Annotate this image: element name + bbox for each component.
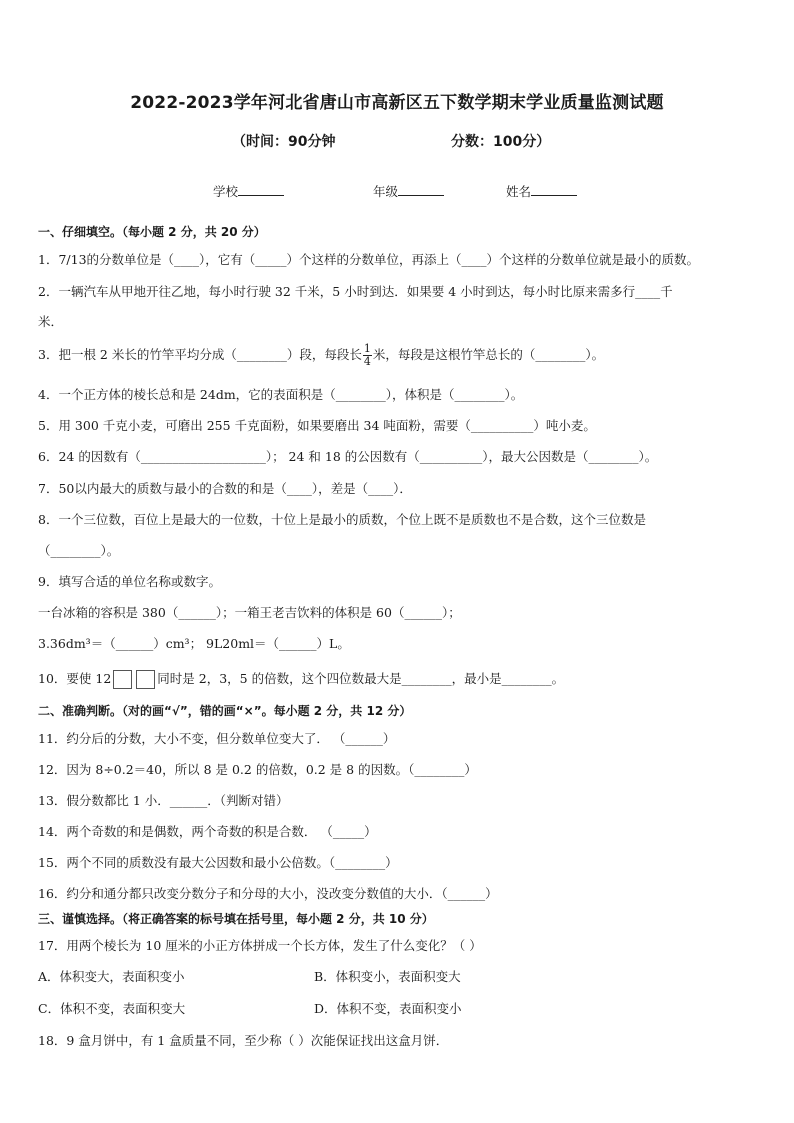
- name-field: [506, 182, 577, 200]
- question-11: 11．约分后的分数，大小不变，但分数单位变大了． （______）: [38, 731, 396, 746]
- section-2-heading: 二、准确判断。（对的画“√”，错的画“×”。每小题 2 分，共 12 分）: [38, 704, 412, 718]
- question-4: 4．一个正方体的棱长总和是 24dm，它的表面积是（________），体积是（________）。: [38, 387, 524, 402]
- question-14: 14．两个奇数的和是偶数，两个奇数的积是合数． （_____）: [38, 824, 377, 839]
- digit-box[interactable]: [136, 670, 155, 689]
- question-10: [38, 669, 564, 689]
- name-label: 姓名: [506, 184, 532, 199]
- question-12: 12．因为 8÷0.2＝40，所以 8 是 0.2 的倍数，0.2 是 8 的因数。（________）: [38, 762, 477, 777]
- grade-label: 年级: [373, 184, 399, 199]
- exam-score: 分数：100分）: [451, 134, 551, 150]
- question-6: 6．24 的因数有（____________________）； 24 和 18 的公因数有（__________），最大公因数是（________）。: [38, 449, 658, 464]
- question-16: 16．约分和通分都只改变分数分子和分母的大小，没改变分数值的大小．（______）: [38, 886, 498, 901]
- question-3-part-1: 3．把一根 2 米长的竹竿平均分成（________）段，每段长: [38, 347, 362, 362]
- name-blank: [531, 183, 577, 196]
- question-3: [38, 343, 604, 368]
- question-9: 9．填写合适的单位名称或数字。: [38, 574, 221, 589]
- question-17: 17．用两个棱长为 10 厘米的小正方体拼成一个长方体，发生了什么变化？（ ）: [38, 938, 482, 953]
- option-a: A．体积变大，表面积变小: [38, 969, 185, 984]
- question-3-part-2: 米，每段是这根竹竿总长的（________）。: [372, 347, 605, 362]
- question-8-line-1: 8．一个三位数，百位上是最大的一位数，十位上是最小的质数，个位上既不是质数也不是合数，这个三位数是: [38, 512, 646, 527]
- question-7: 7．50以内最大的质数与最小的合数的和是（____），差是（____）．: [38, 481, 412, 496]
- question-9-row-1: 一台冰箱的容积是 380（______）；一箱王老吉饮料的体积是 60（______）；: [38, 605, 461, 620]
- exam-time: （时间：90分钟: [232, 134, 336, 150]
- school-label: 学校: [213, 184, 239, 199]
- question-1: 1．7/13的分数单位是（____），它有（_____）个这样的分数单位，再添上（____）个这样的分数单位就是最小的质数。: [38, 252, 700, 267]
- option-b: B．体积变小，表面积变大: [314, 969, 461, 984]
- question-2-line-2: 米．: [38, 314, 64, 329]
- question-10-part-2: 同时是 2，3，5 的倍数，这个四位数最大是________，最小是________。: [157, 671, 565, 686]
- grade-blank: [398, 183, 444, 196]
- option-d: D．体积不变，表面积变小: [314, 1001, 462, 1016]
- fraction-one-quarter: [363, 343, 372, 368]
- question-10-part-1: 10．要使 12: [38, 671, 112, 686]
- question-9-row-2: 3.36dm³＝（______）cm³； 9L20ml＝（______）L。: [38, 636, 350, 651]
- question-15: 15．两个不同的质数没有最大公因数和最小公倍数。（________）: [38, 855, 398, 870]
- option-c: C．体积不变，表面积变大: [38, 1001, 186, 1016]
- question-13: 13．假分数都比 1 小．______．（判断对错）: [38, 793, 289, 808]
- question-5: 5．用 300 千克小麦，可磨出 255 千克面粉，如果要磨出 34 吨面粉，需要（__________）吨小麦。: [38, 418, 596, 433]
- fraction-numerator: 1: [363, 342, 371, 355]
- question-18: 18．9 盒月饼中，有 1 盒质量不同，至少称（ ）次能保证找出这盒月饼．: [38, 1033, 449, 1048]
- question-8-line-2: （________）。: [38, 543, 120, 558]
- section-1-heading: 一、仔细填空。（每小题 2 分，共 20 分）: [38, 225, 266, 239]
- grade-field: [373, 182, 444, 200]
- school-blank: [238, 183, 284, 196]
- question-2-line-1: 2．一辆汽车从甲地开往乙地，每小时行驶 32 千米，5 小时到达．如果要 4 小时到达，每小时比原来需多行____千: [38, 284, 673, 299]
- section-3-heading: 三、谨慎选择。（将正确答案的标号填在括号里，每小题 2 分，共 10 分）: [38, 912, 434, 926]
- digit-box[interactable]: [113, 670, 132, 689]
- school-field: [213, 182, 284, 200]
- fraction-denominator: 4: [363, 355, 371, 368]
- exam-title: 2022-2023学年河北省唐山市高新区五下数学期末学业质量监测试题: [130, 93, 664, 113]
